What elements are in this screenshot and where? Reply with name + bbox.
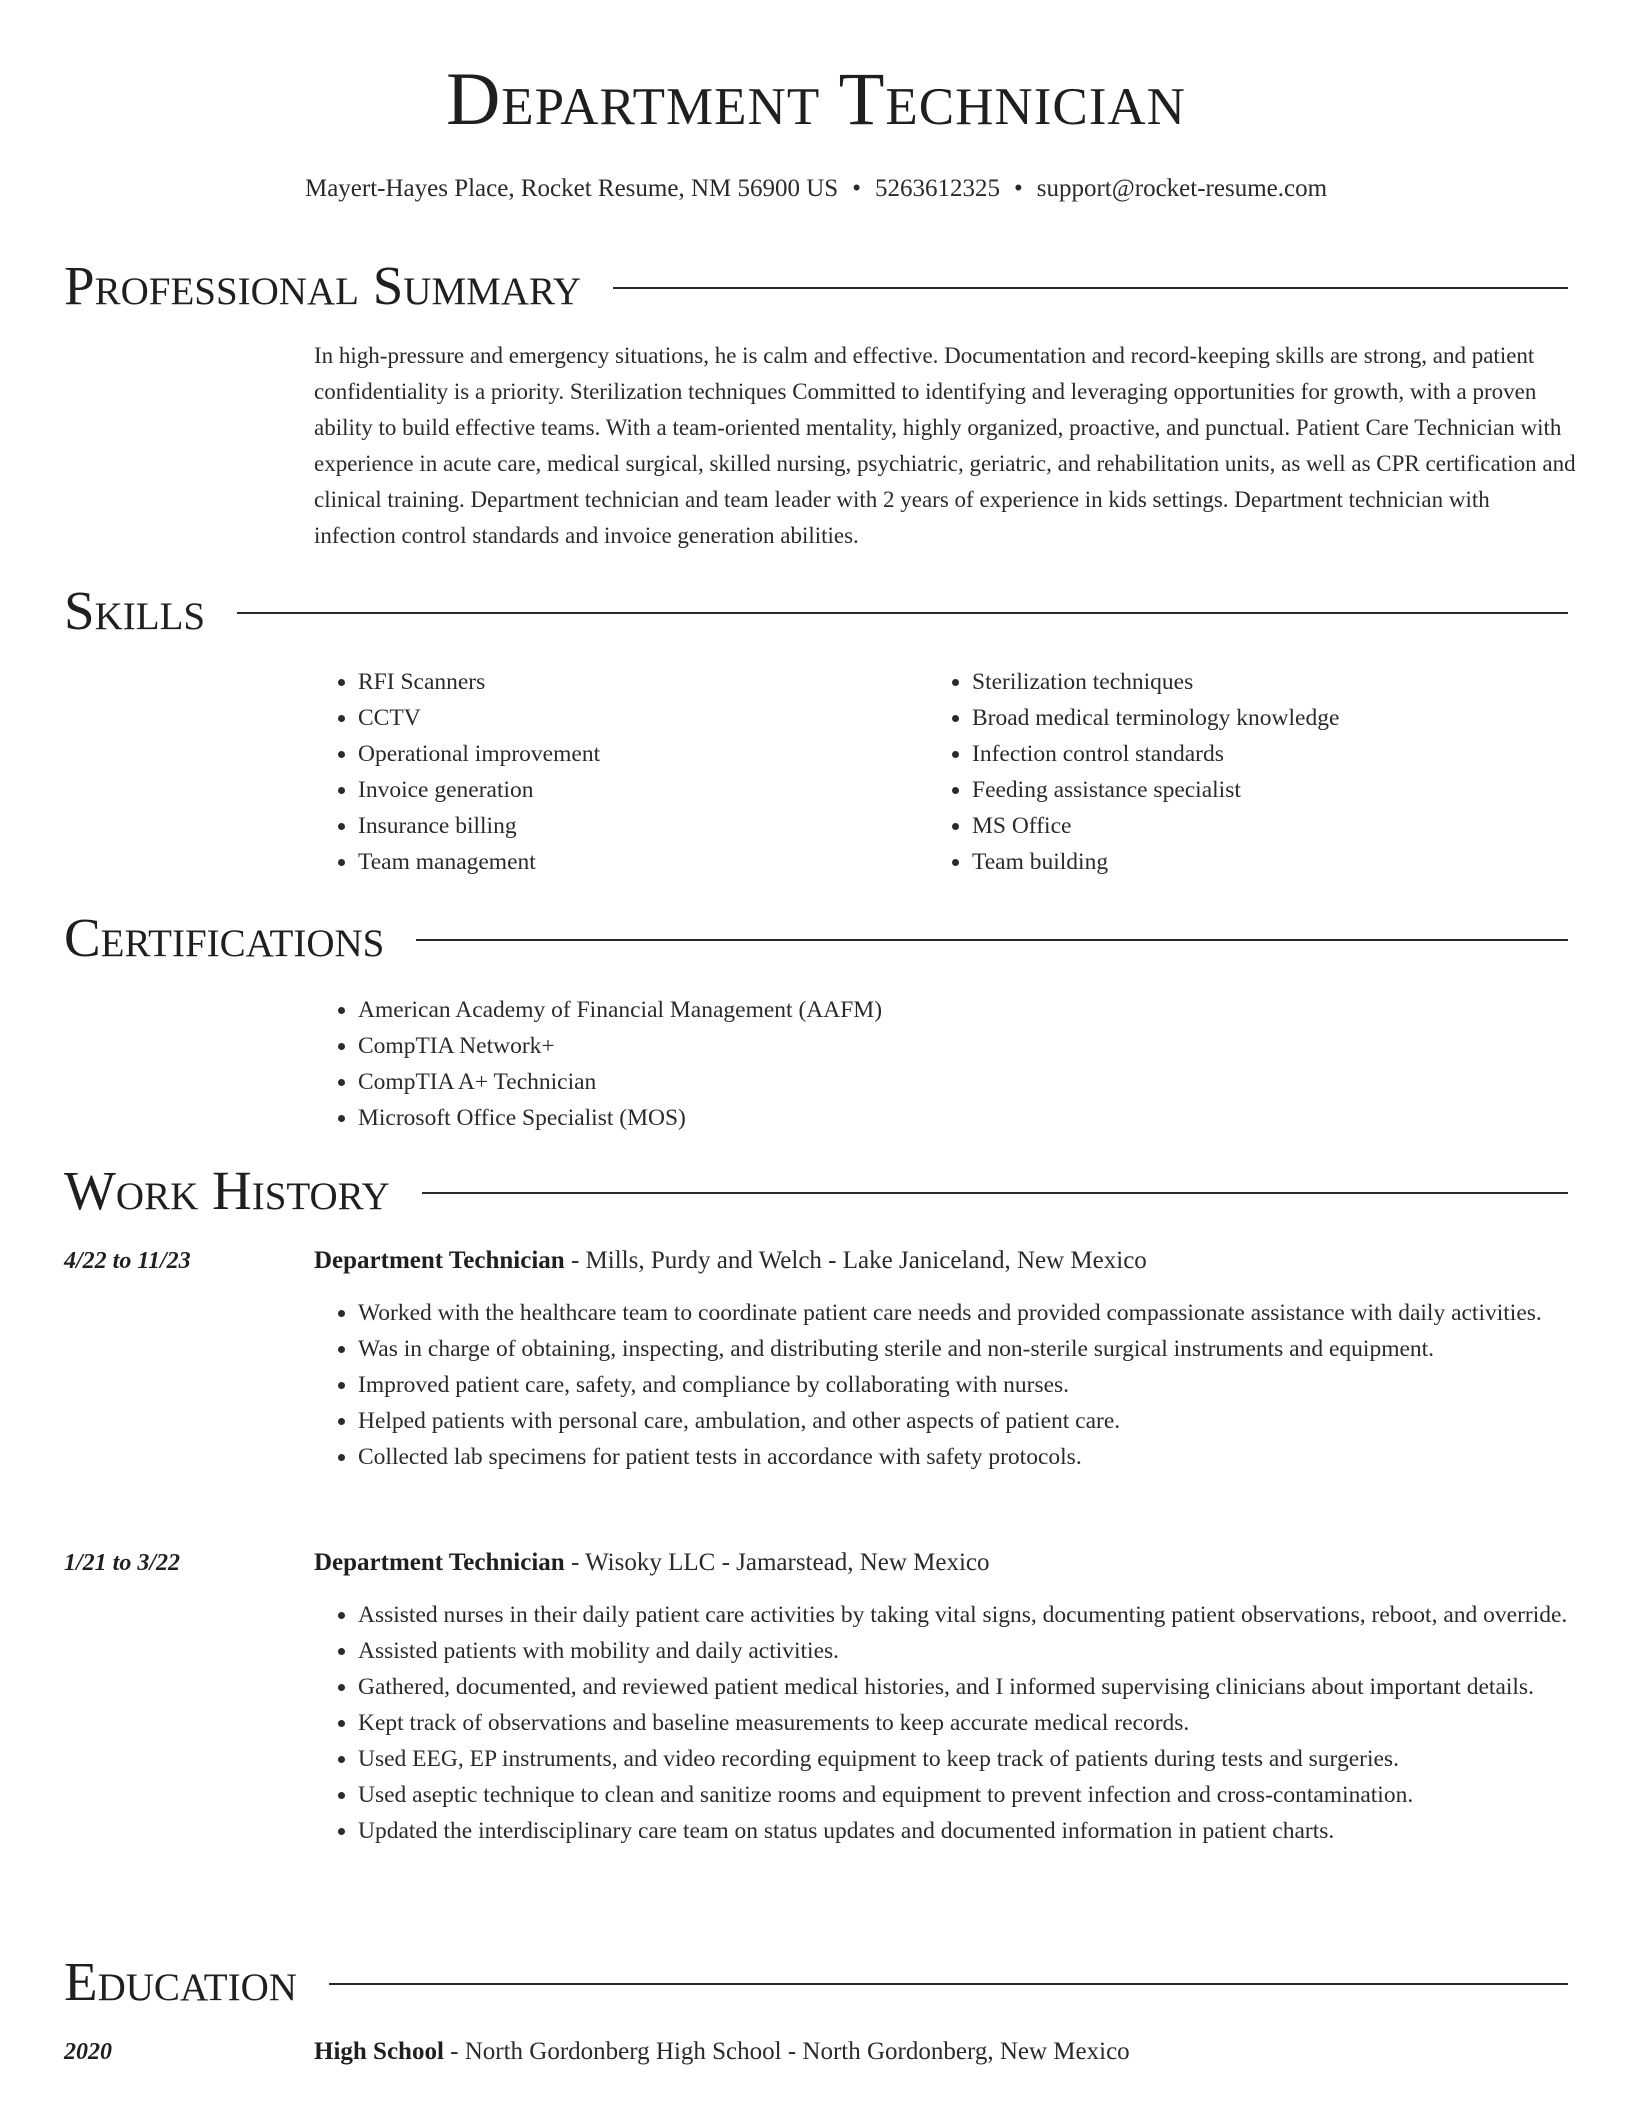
job-dates: 4/22 to 11/23 xyxy=(64,1248,191,1274)
job-bullet: • Used aseptic technique to clean and sanitize rooms and equipment to prevent infection and cross-contamination. xyxy=(358,1777,1576,1813)
certification-item: • American Academy of Financial Management (AAFM) xyxy=(358,992,1576,1028)
skill-item: • Operational improvement xyxy=(358,736,914,772)
job-heading xyxy=(314,1248,1576,1273)
section-divider xyxy=(422,1192,1568,1194)
skill-item: • Sterilization techniques xyxy=(972,664,1568,700)
skill-item: • Feeding assistance specialist xyxy=(972,772,1568,808)
job-bullet: • Was in charge of obtaining, inspecting, and distributing sterile and non-sterile surgical instruments and equipment. xyxy=(358,1331,1576,1367)
candidate-name: Department Technician xyxy=(446,58,1186,141)
skill-item: • Team building xyxy=(972,844,1568,880)
certification-item: • CompTIA Network+ xyxy=(358,1028,1576,1064)
section-title: Work History xyxy=(64,1160,390,1221)
skills-section-header xyxy=(64,580,1568,641)
section-title: Professional Summary xyxy=(64,255,582,316)
job-bullet: • Assisted nurses in their daily patient care activities by taking vital signs, documenting patient observations, reboot, and override. xyxy=(358,1597,1576,1633)
job-bullets xyxy=(314,1597,1576,1849)
job-employer: - Mills, Purdy and Welch - Lake Janiceland, New Mexico xyxy=(564,1247,1147,1274)
certifications-section-header xyxy=(64,907,1568,968)
skill-item: • Broad medical terminology knowledge xyxy=(972,700,1568,736)
email: support@rocket-resume.com xyxy=(1036,175,1328,202)
skill-item: • CCTV xyxy=(358,700,914,736)
address: Mayert-Hayes Place, Rocket Resume, NM 56900 US xyxy=(304,175,839,202)
job-bullet: • Worked with the healthcare team to coordinate patient care needs and provided compassionate assistance with daily activities. xyxy=(358,1295,1576,1331)
education-heading xyxy=(314,2039,1576,2064)
education-year: 2020 xyxy=(64,2039,112,2065)
certification-item: • Microsoft Office Specialist (MOS) xyxy=(358,1100,1576,1136)
skill-item: • Infection control standards xyxy=(972,736,1568,772)
job-heading xyxy=(314,1550,1576,1575)
job-bullet: • Used EEG, EP instruments, and video recording equipment to keep track of patients during tests and surgeries. xyxy=(358,1741,1576,1777)
skills-right-column xyxy=(928,664,1568,880)
section-title: Certifications xyxy=(64,907,385,968)
summary-section-header xyxy=(64,255,1568,316)
education-degree: High School xyxy=(314,2038,444,2065)
section-divider xyxy=(329,1983,1568,1985)
job-employer: - Wisoky LLC - Jamarstead, New Mexico xyxy=(564,1549,990,1576)
skills-left-column xyxy=(314,664,914,880)
job-bullet: • Helped patients with personal care, ambulation, and other aspects of patient care. xyxy=(358,1403,1576,1439)
job-bullet: • Gathered, documented, and reviewed patient medical histories, and I informed supervising clinicians about important details. xyxy=(358,1669,1576,1705)
skill-item: • MS Office xyxy=(972,808,1568,844)
section-divider xyxy=(237,612,1568,614)
contact-line xyxy=(0,176,1632,201)
job-bullet: • Kept track of observations and baseline measurements to keep accurate medical records. xyxy=(358,1705,1576,1741)
certifications-list xyxy=(314,992,1576,1136)
job-bullet: • Collected lab specimens for patient tests in accordance with safety protocols. xyxy=(358,1439,1576,1475)
job-bullets xyxy=(314,1295,1576,1475)
education-school: - North Gordonberg High School - North Gordonberg, New Mexico xyxy=(443,2038,1130,2065)
section-divider xyxy=(613,287,1568,289)
job-bullet: • Updated the interdisciplinary care team on status updates and documented information in patient charts. xyxy=(358,1813,1576,1849)
job-bullet: • Assisted patients with mobility and daily activities. xyxy=(358,1633,1576,1669)
skill-item: • Insurance billing xyxy=(358,808,914,844)
job-role: Department Technician xyxy=(314,1247,565,1274)
work-history-section-header xyxy=(64,1160,1568,1221)
separator-bullet: • xyxy=(1013,175,1023,202)
certification-item: • CompTIA A+ Technician xyxy=(358,1064,1576,1100)
section-title: Skills xyxy=(64,580,206,641)
skill-item: • RFI Scanners xyxy=(358,664,914,700)
section-title: Education xyxy=(64,1951,297,2012)
skill-item: • Team management xyxy=(358,844,914,880)
job-bullet: • Improved patient care, safety, and compliance by collaborating with nurses. xyxy=(358,1367,1576,1403)
job-role: Department Technician xyxy=(314,1549,565,1576)
section-divider xyxy=(416,939,1568,941)
phone: 5263612325 xyxy=(874,175,1000,202)
summary-text: In high-pressure and emergency situations, he is calm and effective. Documentation and record-keeping skills are strong, and patient confidentiality is a priority. Sterilization techniques Committed to identifying and leveraging opportunities for growth, with a proven ability to build effective teams. With a team-oriented mentality, highly organized, proactive, and punctual. Patient Care Technician with experience in acute care, medical surgical, skilled nursing, psychiatric, geriatric, and rehabilitation units, as well as CPR certification and clinical training. Department technician and team leader with 2 years of experience in kids settings. Department technician with infection control standards and invoice generation abilities. xyxy=(314,343,1576,548)
skill-item: • Invoice generation xyxy=(358,772,914,808)
education-section-header xyxy=(64,1951,1568,2012)
job-dates: 1/21 to 3/22 xyxy=(64,1550,181,1576)
separator-bullet: • xyxy=(852,175,861,202)
